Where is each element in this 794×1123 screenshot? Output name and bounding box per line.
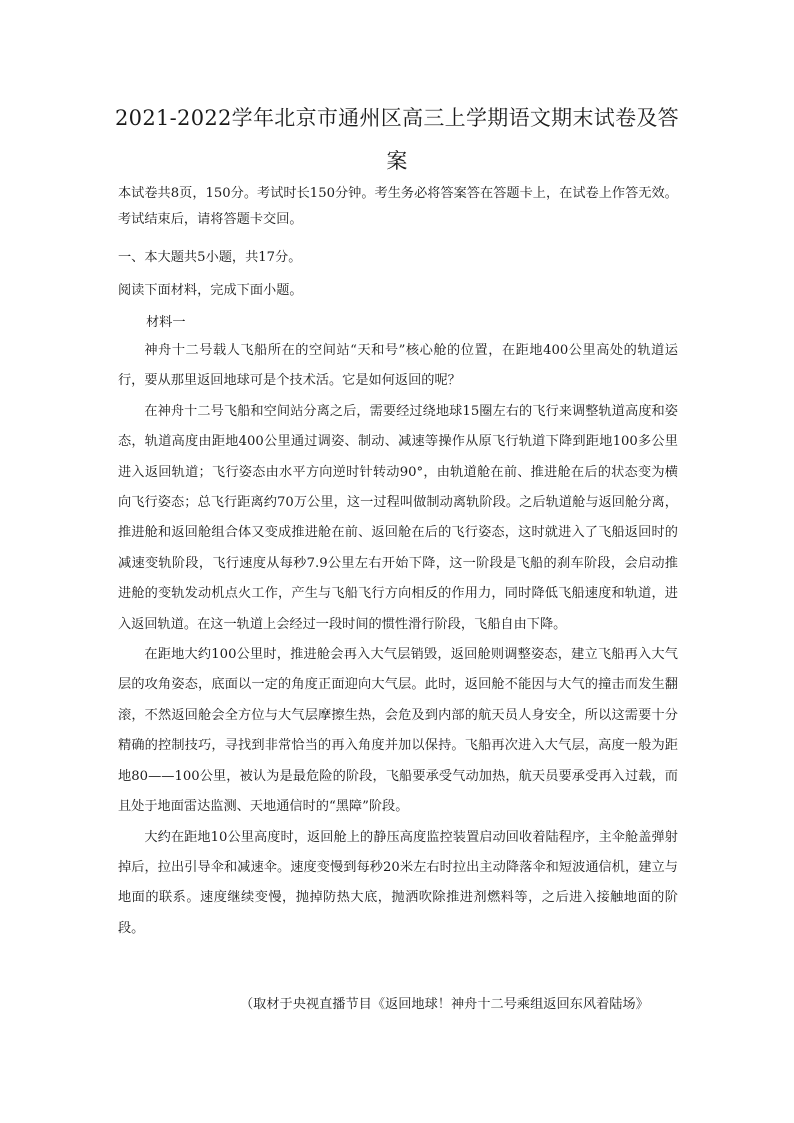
paragraph: 神舟十二号载人飞船所在的空间站“天和号”核心舱的位置，在距地400公里高处的轨道运行，要从那里返回地球可是个技术活。它是如何返回的呢？ [118,343,678,389]
section-heading: 一、本大题共5小题，共17分。 [118,250,302,265]
paragraph: 在神舟十二号飞船和空间站分离之后，需要经过绕地球15圈左右的飞行来调整轨道高度和姿态，轨道高度由距地400公里通过调姿、制动、减速等操作从原飞行轨道下降到距地100多公里进入返回轨道；飞行姿态由水平方向逆时针转动90°，由轨道舱在前、推进舱在后的状态变为横向飞行姿态；总飞行距离约70万公里，这一过程叫做制动离轨阶段。之后轨道舱与返回舱分离，推进舱和返回舱组合体又变成推进舱在前、返回舱在后的飞行姿态，这时就进入了飞船返回时的减速变轨阶段，飞行速度从每秒7.9公里左右开始下降，这一阶段是飞船的刹车阶段，会启动推进舱的变轨发动机点火工作，产生与飞船飞行方向相反的作用力，同时降低飞船速度和轨道，进入返回轨道。在这一轨道上会经过一段时间的惯性滑行阶段，飞船自由下降。 [118,403,678,632]
document-title: 2021-2022学年北京市通州区高三上学期语文期末试卷及答案 [115,106,679,173]
paragraph: 在距地大约100公里时，推进舱会再入大气层销毁，返回舱则调整姿态，建立飞船再入大气层的攻角姿态，底面以一定的角度正面迎向大气层。此时，返回舱不能因与大气的撞击而发生翻滚，不然返回舱会全方位与大气层摩擦生热，会危及到内部的航天员人身安全，所以这需要十分精确的控制技巧，寻找到非常恰当的再入角度并加以保持。飞船再次进入大气层，高度一般为距地80——100公里，被认为是最危险的阶段，飞船要承受气动加热，航天员要承受再入过载，而且处于地面雷达监测、天地通信时的“黑障”阶段。 [118,647,678,815]
paragraph: 大约在距地10公里高度时，返回舱上的静压高度监控装置启动回收着陆程序，主伞舱盖弹射掉后，拉出引导伞和减速伞。速度变慢到每秒20米左右时拉出主动降落伞和短波通信机，建立与地面的联系。速度继续变慢，抛掉防热大底，抛洒吹除推进剂燃料等，之后进入接触地面的阶段。 [118,829,678,936]
source-citation: （取材于央视直播节目《返回地球！神舟十二号乘组返回东风着陆场》 [240,997,649,1012]
material-body [118,336,678,944]
material-label: 材料一 [146,315,186,330]
reading-instruction: 阅读下面材料，完成下面小题。 [118,283,303,298]
exam-intro: 本试卷共8页，150分。考试时长150分钟。考生务必将答案答在答题卡上，在试卷上作答无效。考试结束后，请将答题卡交回。 [118,186,678,227]
